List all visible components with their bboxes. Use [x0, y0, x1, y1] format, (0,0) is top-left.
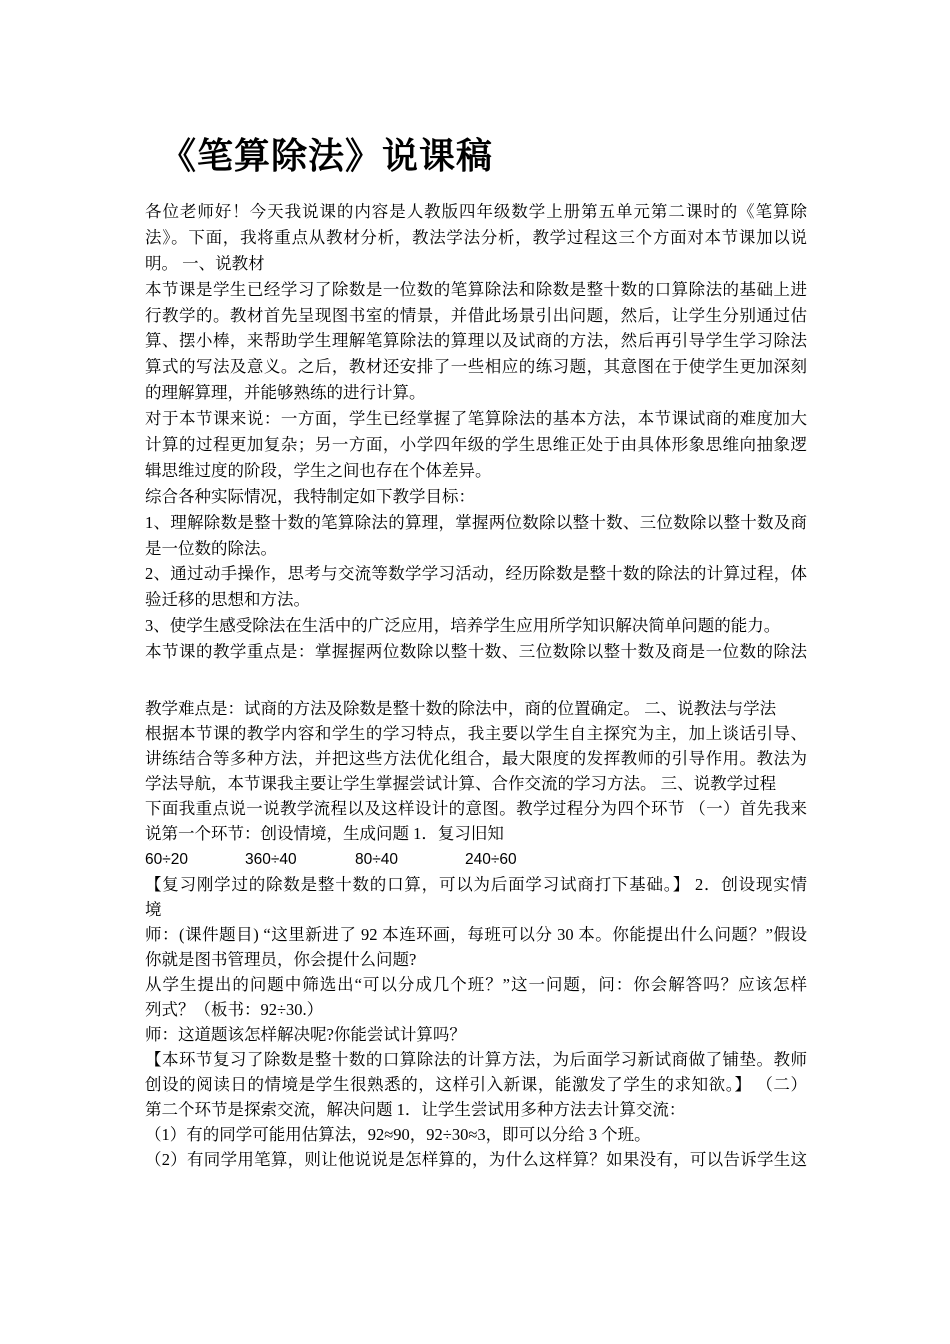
section-situation-and-exploration [145, 872, 807, 1172]
text-line: 师：(课件题目) “这里新进了 92 本连环画，每班可以分 30 本。你能提出什么问题？”假设 [145, 924, 807, 944]
text-line: 从学生提出的问题中筛选出“可以分成几个班？”这一问题，问：你会解答吗？应该怎样 [145, 974, 807, 994]
text-line: 【本环节复习了除数是整十数的口算除法的计算方法，为后面学习新试商做了铺垫。教师 [145, 1049, 807, 1069]
text-line: 的理解算理，并能够熟练的进行计算。 [145, 383, 426, 403]
text-line: 下面我重点说一说教学流程以及这样设计的意图。教学过程分为四个环节 （一）首先我来 [145, 799, 807, 819]
text-line: 行教学的。教材首先呈现图书室的情景，并借此场景引出问题，然后，让学生分别通过估 [145, 305, 807, 325]
calc-item: 80÷40 [355, 851, 398, 869]
text-line: 算、摆小棒，来帮助学生理解笔算除法的算理以及试商的方法，然后再引导学生学习除法 [145, 331, 807, 351]
text-line: 验迁移的思想和方法。 [145, 590, 310, 610]
text-line: 对于本节课来说：一方面，学生已经掌握了笔算除法的基本方法，本节课试商的难度加大 [145, 409, 807, 429]
text-line: 列式？（板书：92÷30.） [145, 999, 324, 1019]
section-intro-and-textbook [145, 199, 807, 665]
calc-item: 360÷40 [245, 851, 297, 869]
calc-item: 240÷60 [465, 851, 517, 869]
text-line: 创设的阅读日的情境是学生很熟悉的，这样引入新课，能激发了学生的求知欲。】 （二） [145, 1074, 807, 1094]
calc-item: 60÷20 [145, 851, 188, 869]
text-line: 辑思维过度的阶段，学生之间也存在个体差异。 [145, 460, 492, 480]
text-line: （2）有同学用笔算，则让他说说是怎样算的，为什么这样算？如果没有，可以告诉学生这 [145, 1149, 807, 1169]
text-line: 师：这道题该怎样解决呢?你能尝试计算吗？ [145, 1024, 466, 1044]
text-line: 【复习刚学过的除数是整十数的口算，可以为后面学习试商打下基础。】 2．创设现实情 [145, 874, 807, 894]
review-calculations [145, 846, 807, 872]
text-line: 综合各种实际情况，我特制定如下教学目标： [145, 486, 475, 506]
document-body [145, 199, 807, 1172]
text-line: （1）有的同学可能用估算法，92≈90，92÷30≈3，即可以分给 3 个班。 [145, 1124, 651, 1144]
document-title: 《笔算除法》说课稿 [160, 136, 494, 176]
text-line: 学法导航，本节课我主要让学生掌握尝试计算、合作交流的学习方法。 三、说教学过程 [145, 774, 777, 794]
text-line: 境 [145, 899, 162, 919]
text-line: 2、通过动手操作，思考与交流等数学学习活动，经历除数是整十数的除法的计算过程，体 [145, 564, 807, 584]
text-line: 第二个环节是探索交流，解决问题 1．让学生尝试用多种方法去计算交流： [145, 1099, 686, 1119]
text-line: 你就是图书管理员，你会提什么问题? [145, 949, 417, 969]
text-line: 法》。下面，我将重点从教材分析，教法学法分析，教学过程这三个方面对本节课加以说 [145, 227, 807, 247]
text-line: 说第一个环节：创设情境，生成问题 1．复习旧知 [145, 824, 504, 844]
text-line: 各位老师好！今天我说课的内容是人教版四年级数学上册第五单元第二课时的《笔算除 [145, 202, 807, 221]
text-line: 算式的写法及意义。之后，教材还安排了一些相应的练习题，其意图在于使学生更加深刻 [145, 357, 807, 377]
text-line: 1、理解除数是整十数的笔算除法的算理，掌握两位数除以整十数、三位数除以整十数及商 [145, 512, 807, 532]
text-line: 根据本节课的教学内容和学生的学习特点，我主要以学生自主探究为主，加上谈话引导、 [145, 724, 807, 744]
blank-line [145, 665, 807, 696]
text-line: 明。 一、说教材 [145, 253, 265, 273]
text-line: 讲练结合等多种方法，并把这些方法优化组合，最大限度的发挥教师的引导作用。教法为 [145, 749, 807, 769]
text-line: 是一位数的除法。 [145, 538, 277, 558]
text-line: 本节课的教学重点是：掌握握两位数除以整十数、三位数除以整十数及商是一位数的除法 [145, 642, 807, 662]
text-line: 教学难点是：试商的方法及除数是整十数的除法中，商的位置确定。 二、说教法与学法 [145, 699, 777, 719]
text-line: 本节课是学生已经学习了除数是一位数的笔算除法和除数是整十数的口算除法的基础上进 [145, 279, 807, 299]
text-line: 3、使学生感受除法在生活中的广泛应用，培养学生应用所学知识解决简单问题的能力。 [145, 616, 781, 636]
text-line: 计算的过程更加复杂；另一方面，小学四年级的学生思维正处于由具体形象思维向抽象逻 [145, 435, 807, 455]
section-methods-and-process [145, 696, 807, 846]
